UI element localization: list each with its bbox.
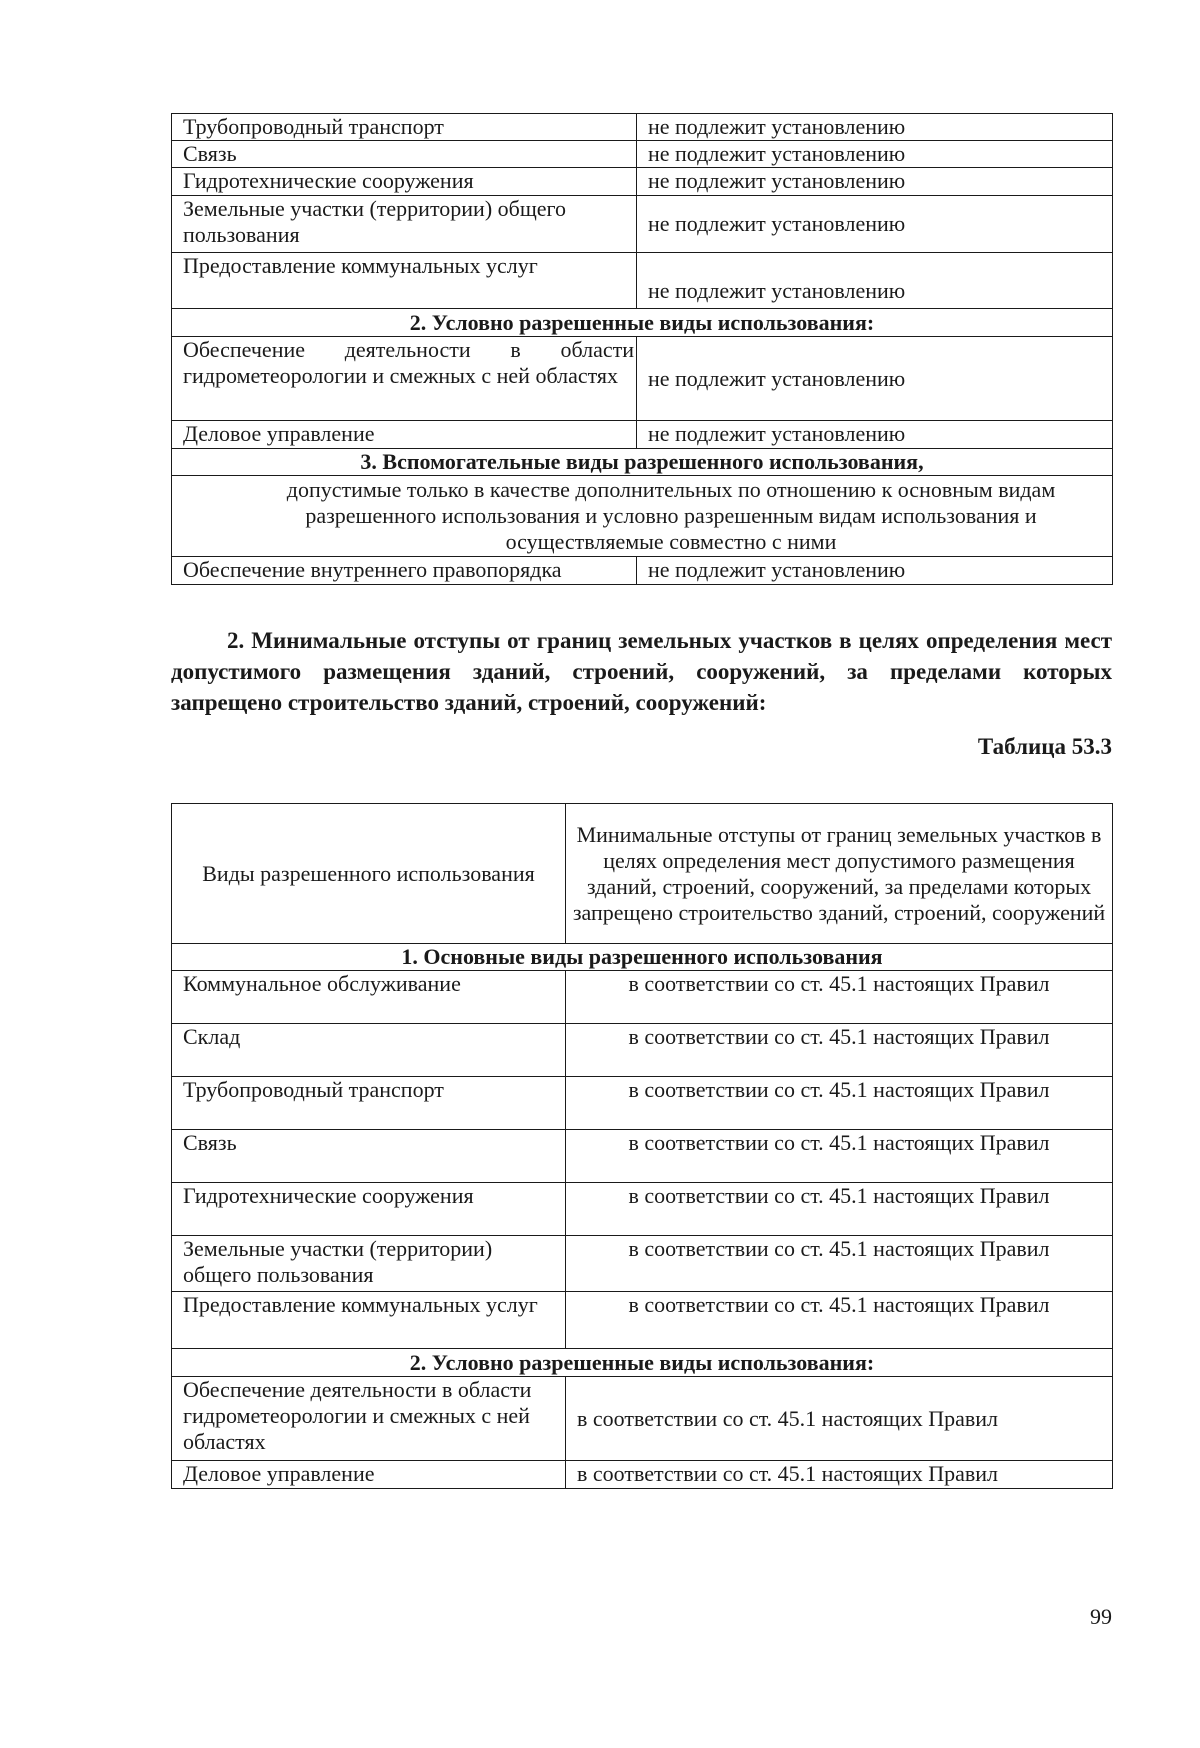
note-row xyxy=(172,476,1113,557)
use-type-cell: Гидротехнические сооружения xyxy=(172,1183,566,1236)
table-row xyxy=(172,141,1113,168)
value-cell: в соответствии со ст. 45.1 настоящих Правил xyxy=(566,1377,1113,1461)
value-cell: не подлежит установлению xyxy=(637,141,1113,168)
section-heading: 3. Вспомогательные виды разрешенного использования, xyxy=(172,449,1113,476)
table-row xyxy=(172,1236,1113,1292)
land-use-table-continued xyxy=(171,113,1113,585)
value-cell: не подлежит установлению xyxy=(637,337,1113,421)
value-cell: в соответствии со ст. 45.1 настоящих Правил xyxy=(566,1130,1113,1183)
section-heading: 1. Основные виды разрешенного использования xyxy=(172,944,1113,971)
use-type-cell: Деловое управление xyxy=(172,421,637,449)
table-row xyxy=(172,1292,1113,1349)
table-row xyxy=(172,168,1113,196)
value-cell: не подлежит установлению xyxy=(637,421,1113,449)
value-cell: в соответствии со ст. 45.1 настоящих Правил xyxy=(566,1461,1113,1489)
value-cell: не подлежит установлению xyxy=(637,253,1113,309)
use-type-cell: Предоставление коммунальных услуг xyxy=(172,1292,566,1349)
use-type-cell: Трубопроводный транспорт xyxy=(172,1077,566,1130)
table-header-row xyxy=(172,804,1113,944)
table-row xyxy=(172,1183,1113,1236)
setbacks-table xyxy=(171,803,1113,1489)
value-cell: в соответствии со ст. 45.1 настоящих Правил xyxy=(566,1024,1113,1077)
value-cell: в соответствии со ст. 45.1 настоящих Правил xyxy=(566,1077,1113,1130)
section-heading: 2. Условно разрешенные виды использования: xyxy=(172,309,1113,337)
table-row xyxy=(172,253,1113,309)
header-use-type: Виды разрешенного использования xyxy=(172,804,566,944)
use-type-cell: Земельные участки (территории) общего пользования xyxy=(172,1236,566,1292)
table-row xyxy=(172,1130,1113,1183)
value-cell: в соответствии со ст. 45.1 настоящих Правил xyxy=(566,1183,1113,1236)
page-number: 99 xyxy=(1090,1604,1112,1629)
value-cell: не подлежит установлению xyxy=(637,168,1113,196)
value-cell: не подлежит установлению xyxy=(637,557,1113,585)
section-paragraph: 2. Минимальные отступы от границ земельных участков в целях определения мест допустимого размещения зданий, строений, сооружений, за пределами которых запрещено строительство зданий, строений, сооружений: xyxy=(171,628,1112,715)
use-type-cell: Обеспечение деятельности в области гидрометеорологии и смежных с ней областях xyxy=(172,337,637,421)
value-cell: в соответствии со ст. 45.1 настоящих Правил xyxy=(566,1236,1113,1292)
table-row xyxy=(172,1461,1113,1489)
table-caption: Таблица 53.3 xyxy=(977,734,1112,759)
use-type-cell: Обеспечение внутреннего правопорядка xyxy=(172,557,637,585)
use-type-cell: Земельные участки (территории) общего пользования xyxy=(172,196,637,253)
table-row xyxy=(172,557,1113,585)
value-cell: в соответствии со ст. 45.1 настоящих Правил xyxy=(566,971,1113,1024)
section-row xyxy=(172,1349,1113,1377)
use-type-cell: Склад xyxy=(172,1024,566,1077)
section-row xyxy=(172,449,1113,476)
use-type-cell: Предоставление коммунальных услуг xyxy=(172,253,637,309)
table-row xyxy=(172,114,1113,141)
value-cell: не подлежит установлению xyxy=(637,196,1113,253)
use-type-cell: Гидротехнические сооружения xyxy=(172,168,637,196)
table-row xyxy=(172,971,1113,1024)
table-row xyxy=(172,1377,1113,1461)
use-type-cell: Трубопроводный транспорт xyxy=(172,114,637,141)
section-note: допустимые только в качестве дополнительных по отношению к основным видам разрешенного использования и условно разрешенным видам использования и осуществляемые совместно с ними xyxy=(172,476,1113,557)
use-type-cell: Связь xyxy=(172,141,637,168)
table-row xyxy=(172,421,1113,449)
value-cell: не подлежит установлению xyxy=(637,114,1113,141)
table-row xyxy=(172,1077,1113,1130)
table-row xyxy=(172,1024,1113,1077)
use-type-cell: Коммунальное обслуживание xyxy=(172,971,566,1024)
use-type-cell: Обеспечение деятельности в области гидрометеорологии и смежных с ней областях xyxy=(172,1377,566,1461)
value-cell: в соответствии со ст. 45.1 настоящих Правил xyxy=(566,1292,1113,1349)
table-row xyxy=(172,196,1113,253)
table-row xyxy=(172,337,1113,421)
use-type-cell: Деловое управление xyxy=(172,1461,566,1489)
section-row xyxy=(172,309,1113,337)
use-type-cell: Связь xyxy=(172,1130,566,1183)
header-setbacks: Минимальные отступы от границ земельных участков в целях определения мест допустимого размещения зданий, строений, сооружений, за пределами которых запрещено строительство зданий, строений, сооружений xyxy=(566,804,1113,944)
section-row xyxy=(172,944,1113,971)
section-heading: 2. Условно разрешенные виды использования: xyxy=(172,1349,1113,1377)
